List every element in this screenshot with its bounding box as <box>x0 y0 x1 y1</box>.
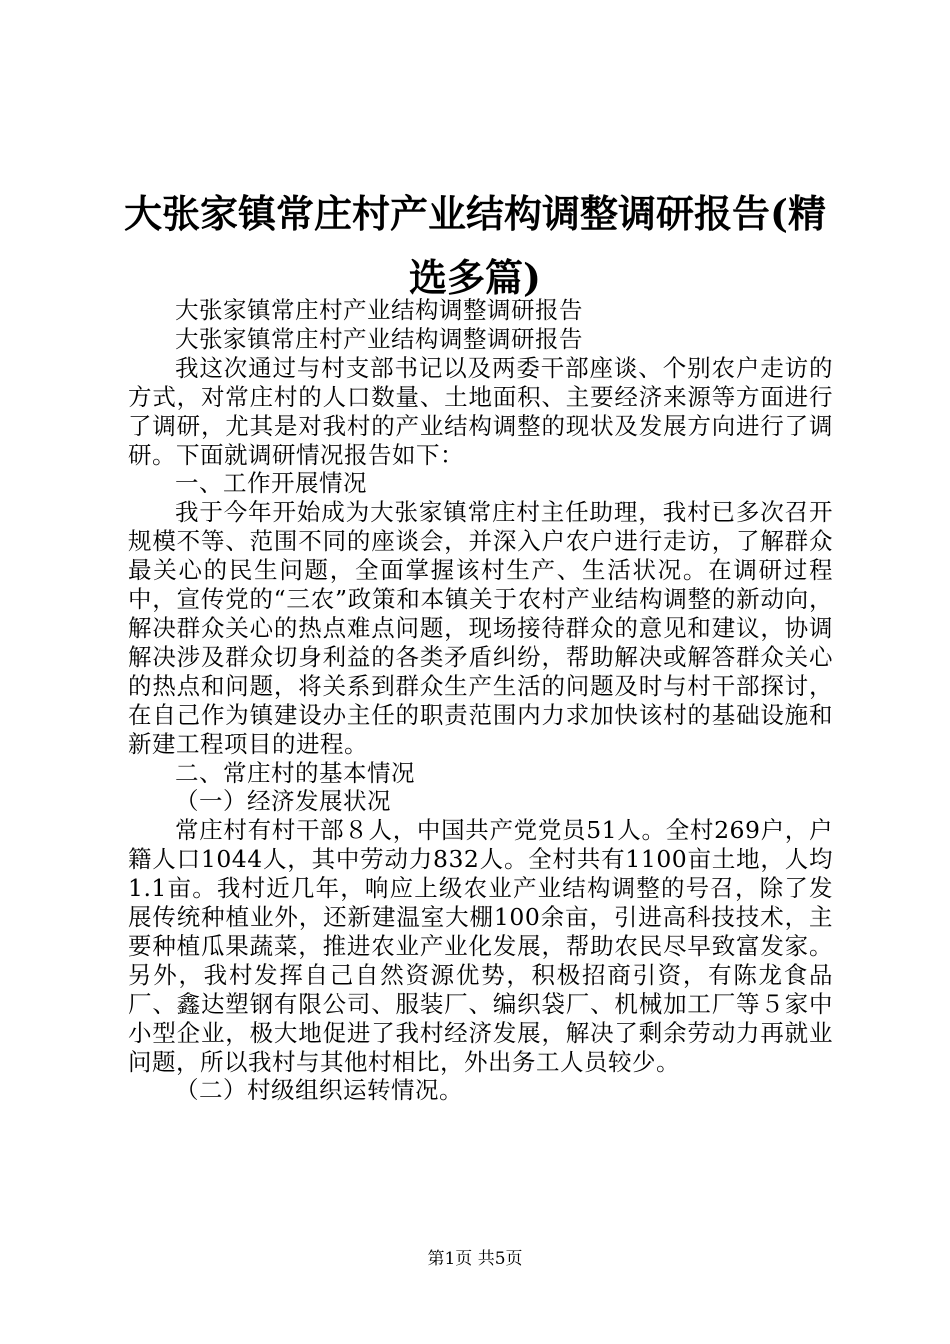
section-heading: 一、工作开展情况 <box>175 469 367 498</box>
paragraph: 我于今年开始成为大张家镇常庄村主任助理，我村已多次召开规模不等、范围不同的座谈会，并深入户农户进行走访，了解群众最关心的民生问题，全面掌握该村生产、生活状况。在调研过程中，宣传党的“三农”政策和本镇关于农村产业结构调整的新动向，解决群众关心的热点难点问题，现场接待群众的意见和建议，协调解决涉及群众切身利益的各类矛盾纠纷，帮助解决或解答群众关心的热点和问题，将关系到群众生产生活的问题及时与村干部探讨，在自己作为镇建设办主任的职责范围内力求加快该村的基础设施和新建工程项目的进程。 <box>128 498 833 758</box>
paragraph: 大张家镇常庄村产业结构调整调研报告 <box>175 324 583 353</box>
paragraph: 常庄村有村干部８人，中国共产党党员51人。全村269户，户籍人口1044人，其中劳动力832人。全村共有1100亩土地，人均1.1亩。我村近几年，响应上级农业产业结构调整的号召，除了发展传统种植业外，还新建温室大棚100余亩，引进高科技技术，主要种植瓜果蔬菜，推进农业产业化发展，帮助农民尽早致富发家。另外，我村发挥自己自然资源优势，积极招商引资，有陈龙食品厂、鑫达塑钢有限公司、服装厂、编织袋厂、机械加工厂等５家中小型企业，极大地促进了我村经济发展，解决了剩余劳动力再就业问题，所以我村与其他村相比，外出务工人员较少。 <box>128 816 833 1076</box>
document-title: 大张家镇常庄村产业结构调整调研报告(精选多篇) <box>124 191 826 300</box>
paragraph: 我这次通过与村支部书记以及两委干部座谈、个别农户走访的方式，对常庄村的人口数量、土地面积、主要经济来源等方面进行了调研，尤其是对我村的产业结构调整的现状及发展方向进行了调研。下面就调研情况报告如下： <box>128 353 833 469</box>
page-footer: 第1页 共5页 <box>427 1249 523 1269</box>
subsection-heading: （一）经济发展状况 <box>175 787 391 816</box>
subsection-heading: （二）村级组织运转情况。 <box>175 1076 463 1105</box>
document-body <box>128 296 833 1105</box>
section-heading: 二、常庄村的基本情况 <box>175 758 415 787</box>
paragraph: 大张家镇常庄村产业结构调整调研报告 <box>175 296 583 324</box>
